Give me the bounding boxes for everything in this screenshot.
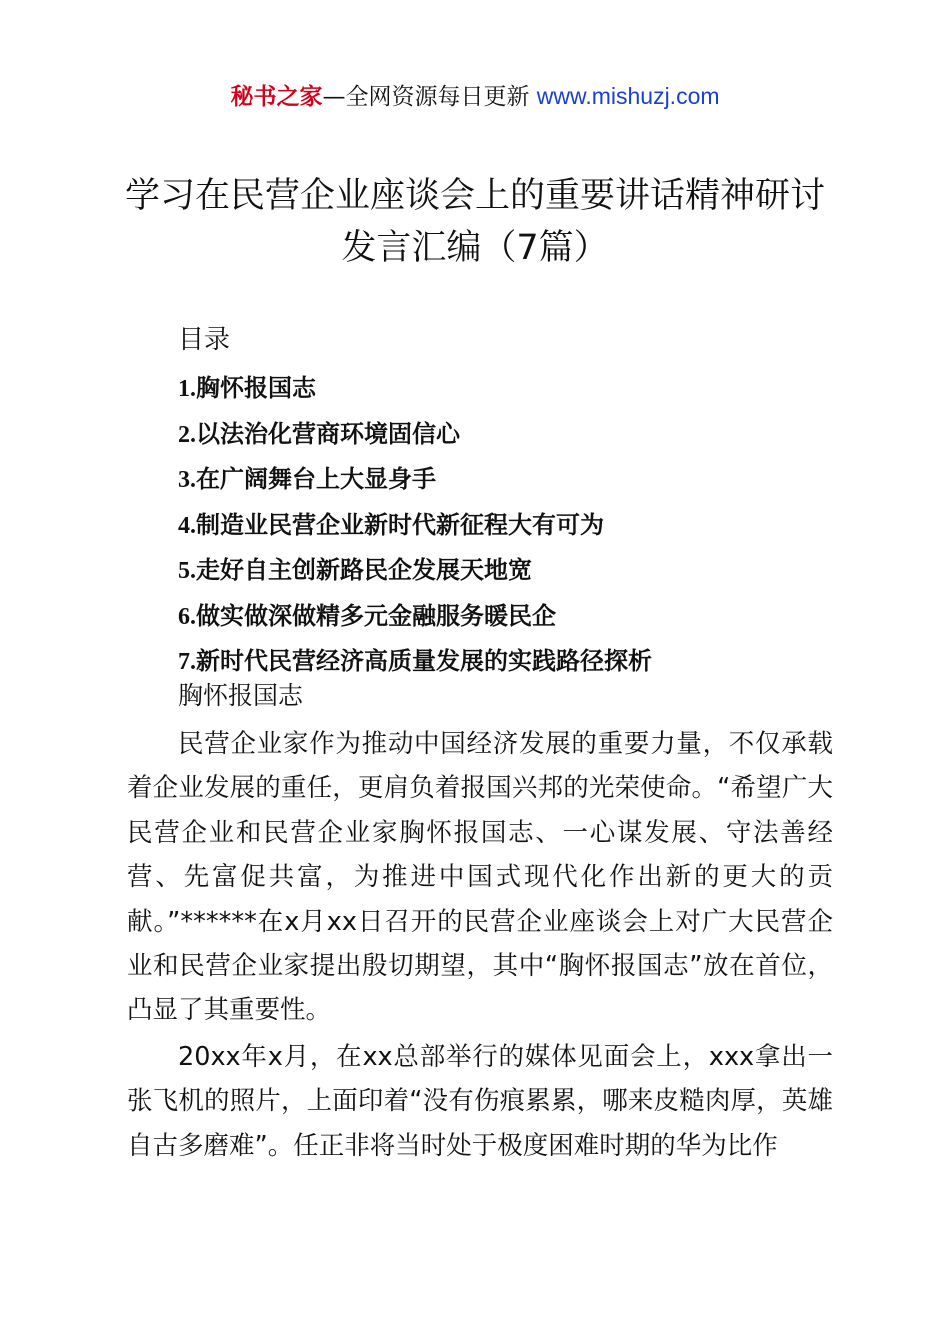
site-url-link[interactable]: www.mishuzj.com	[536, 83, 720, 109]
table-of-contents	[178, 366, 652, 685]
body-paragraph: 20xx年x月，在xx总部举行的媒体见面会上，xxx拿出一张飞机的照片，上面印着“没有伤痕累累，哪来皮糙肉厚，英雄自古多磨难”。任正非将当时处于极度困难时期的华为比作	[127, 1042, 833, 1161]
toc-item[interactable]	[178, 457, 652, 503]
toc-item[interactable]	[178, 594, 652, 640]
toc-item-number: 7.	[178, 649, 196, 675]
toc-item-number: 4.	[178, 512, 196, 539]
toc-item[interactable]	[178, 366, 652, 412]
toc-item-number: 3.	[178, 467, 196, 493]
toc-heading: 目录	[178, 325, 231, 355]
toc-item-label: 胸怀报国志	[196, 374, 316, 402]
title-line-2: 发言汇编（7篇）	[341, 228, 609, 268]
toc-item-number: 5.	[178, 558, 196, 584]
toc-item[interactable]	[178, 548, 652, 594]
toc-item-label: 以法治化营商环境固信心	[196, 419, 460, 448]
toc-item-number: 2.	[178, 421, 196, 448]
toc-item-label: 做实做深做精多元金融服务暖民企	[196, 601, 556, 630]
toc-item-label: 走好自主创新路民企发展天地宽	[196, 556, 532, 584]
site-header	[0, 78, 950, 115]
section-heading: 胸怀报国志	[178, 681, 304, 710]
toc-item[interactable]	[178, 503, 652, 549]
body-paragraph: 民营企业家作为推动中国经济发展的重要力量，不仅承载着企业发展的重任，更肩负着报国兴邦的光荣使命。“希望广大民营企业和民营企业家胸怀报国志、一心谋发展、守法善经营、先富促共富，为推进中国式现代化作出新的更大的贡献。”******在x月xx日召开的民营企业座谈会上对广大民营企业和民营企业家提出殷切期望，其中“胸怀报国志”放在首位，凸显了其重要性。	[127, 729, 833, 1026]
brand-name: 秘书之家	[230, 84, 323, 110]
toc-item-number: 1.	[178, 376, 196, 402]
toc-item-number: 6.	[178, 603, 196, 630]
header-tagline: —全网资源每日更新	[322, 84, 530, 110]
document-title	[0, 170, 950, 274]
toc-item-label: 新时代民营经济高质量发展的实践路径探析	[196, 647, 652, 675]
title-line-1: 学习在民营企业座谈会上的重要讲话精神研讨	[124, 176, 825, 216]
toc-item-label: 在广阔舞台上大显身手	[196, 465, 436, 493]
toc-item[interactable]	[178, 412, 652, 458]
toc-item-label: 制造业民营企业新时代新征程大有可为	[196, 510, 604, 539]
